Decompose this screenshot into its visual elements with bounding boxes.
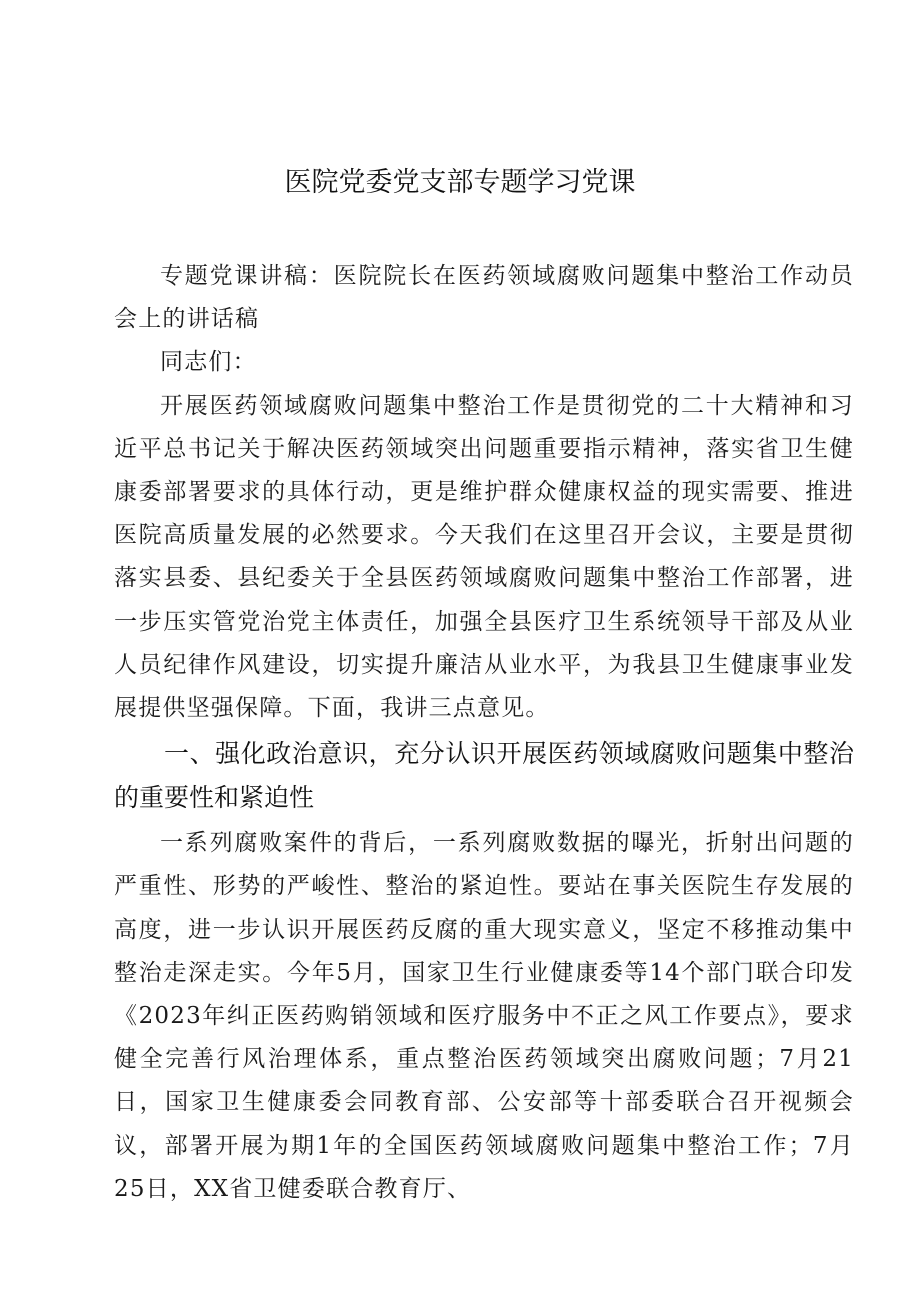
greeting-paragraph: 同志们： — [160, 349, 257, 376]
document-title: 医院党委党支部专题学习党课 — [284, 167, 636, 198]
subtitle-paragraph: 专题党课讲稿：医院院长在医药领域腐败问题集中整治工作动员会上的讲话稿 — [114, 263, 854, 333]
intro-paragraph: 开展医药领域腐败问题集中整治工作是贯彻党的二十大精神和习近平总书记关于解决医药领域突出问题重要指示精神，落实省卫生健康委部署要求的具体行动，更是维护群众健康权益的现实需要、推进医院高质量发展的必然要求。今天我们在这里召开会议，主要是贯彻落实县委、县纪委关于全县医药领域腐败问题集中整治工作部署，进一步压实管党治党主体责任，加强全县医疗卫生系统领导干部及从业人员纪律作风建设，切实提升廉洁从业水平，为我县卫生健康事业发展提供坚强保障。下面，我讲三点意见。 — [114, 392, 854, 722]
document-body — [114, 255, 854, 1211]
section-heading-1: 一、强化政治意识，充分认识开展医药领域腐败问题集中整治的重要性和紧迫性 — [114, 739, 854, 813]
section-1-paragraph: 一系列腐败案件的背后，一系列腐败数据的曝光，折射出问题的严重性、形势的严峻性、整治的紧迫性。要站在事关医院生存发展的高度，进一步认识开展医药反腐的重大现实意义，坚定不移推动集中整治走深走实。今年5月，国家卫生行业健康委等14个部门联合印发《2023年纠正医药购销领域和医疗服务中不正之风工作要点》，要求健全完善行风治理体系，重点整治医药领域突出腐败问题；7月21日，国家卫生健康委会同教育部、公安部等十部委联合召开视频会议，部署开展为期1年的全国医药领域腐败问题集中整治工作；7月25日，XX省卫健委联合教育厅、 — [114, 830, 854, 1202]
